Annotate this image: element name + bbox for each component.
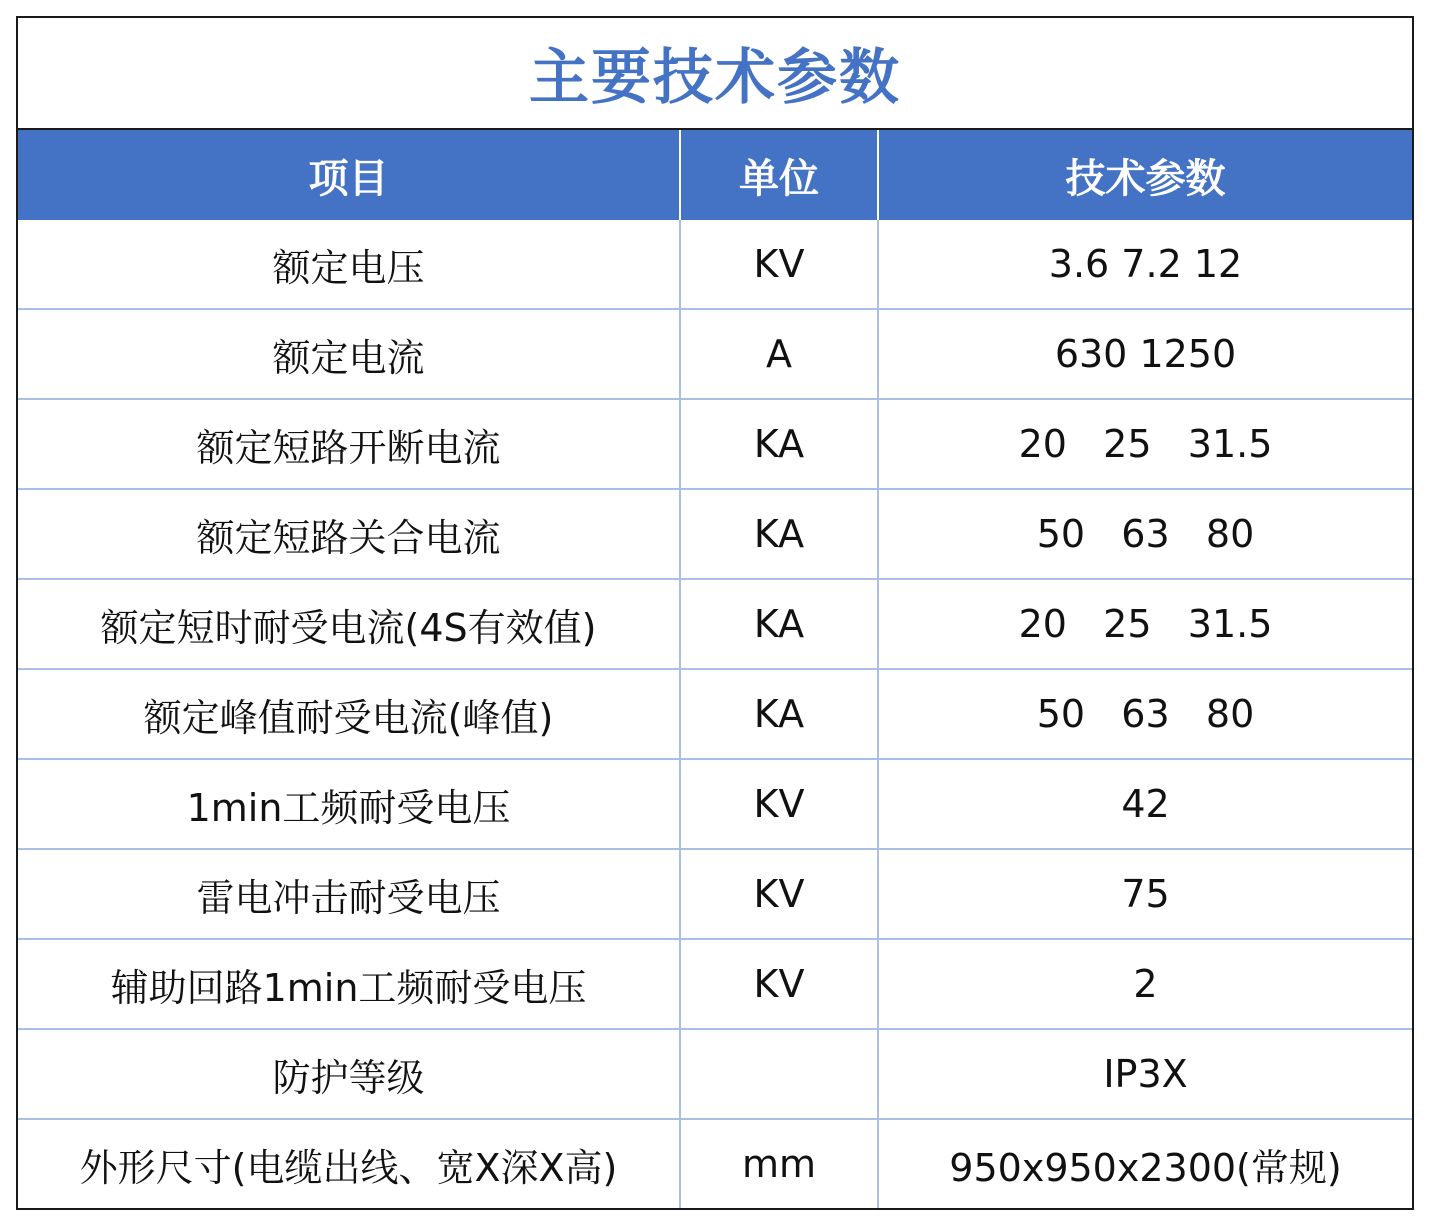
cell-value: 50 63 80 (878, 669, 1412, 759)
cell-item: 额定短路开断电流 (18, 399, 680, 489)
cell-item: 外形尺寸(电缆出线、宽X深X高) (18, 1119, 680, 1208)
title-row (18, 18, 1412, 130)
cell-item: 1min工频耐受电压 (18, 759, 680, 849)
cell-item: 额定电流 (18, 309, 680, 399)
cell-value: 950x950x2300(常规) (878, 1119, 1412, 1208)
cell-item: 额定短时耐受电流(4S有效值) (18, 579, 680, 669)
cell-value: 42 (878, 759, 1412, 849)
cell-item: 雷电冲击耐受电压 (18, 849, 680, 939)
column-header-unit: 单位 (680, 130, 878, 220)
column-header-value: 技术参数 (878, 130, 1412, 220)
cell-unit: KA (680, 579, 878, 669)
cell-value: 20 25 31.5 (878, 579, 1412, 669)
cell-unit: KV (680, 939, 878, 1029)
table-row (18, 579, 1412, 669)
cell-unit: KV (680, 759, 878, 849)
table-header-row (18, 130, 1412, 220)
table-row (18, 220, 1412, 309)
cell-unit: KV (680, 849, 878, 939)
cell-item: 防护等级 (18, 1029, 680, 1119)
table-row (18, 849, 1412, 939)
cell-value: IP3X (878, 1029, 1412, 1119)
cell-unit: KA (680, 669, 878, 759)
table-row (18, 939, 1412, 1029)
cell-value: 75 (878, 849, 1412, 939)
table-row (18, 1029, 1412, 1119)
cell-value: 630 1250 (878, 309, 1412, 399)
table-row (18, 489, 1412, 579)
cell-value: 2 (878, 939, 1412, 1029)
cell-item: 额定峰值耐受电流(峰值) (18, 669, 680, 759)
cell-item: 额定短路关合电流 (18, 489, 680, 579)
cell-unit: KV (680, 220, 878, 309)
table-row (18, 399, 1412, 489)
cell-unit: mm (680, 1119, 878, 1208)
page-title: 主要技术参数 (529, 43, 901, 113)
cell-unit: KA (680, 399, 878, 489)
cell-unit: A (680, 309, 878, 399)
spec-table (18, 130, 1412, 1208)
cell-value: 20 25 31.5 (878, 399, 1412, 489)
table-row (18, 669, 1412, 759)
cell-unit: KA (680, 489, 878, 579)
table-row (18, 309, 1412, 399)
table-row (18, 1119, 1412, 1208)
cell-value: 50 63 80 (878, 489, 1412, 579)
cell-unit (680, 1029, 878, 1119)
cell-item: 额定电压 (272, 245, 425, 290)
column-header-item: 项目 (18, 130, 680, 220)
cell-item: 辅助回路1min工频耐受电压 (18, 939, 680, 1029)
table-row (18, 759, 1412, 849)
cell-value: 3.6 7.2 12 (878, 220, 1412, 309)
spec-sheet (16, 16, 1414, 1210)
